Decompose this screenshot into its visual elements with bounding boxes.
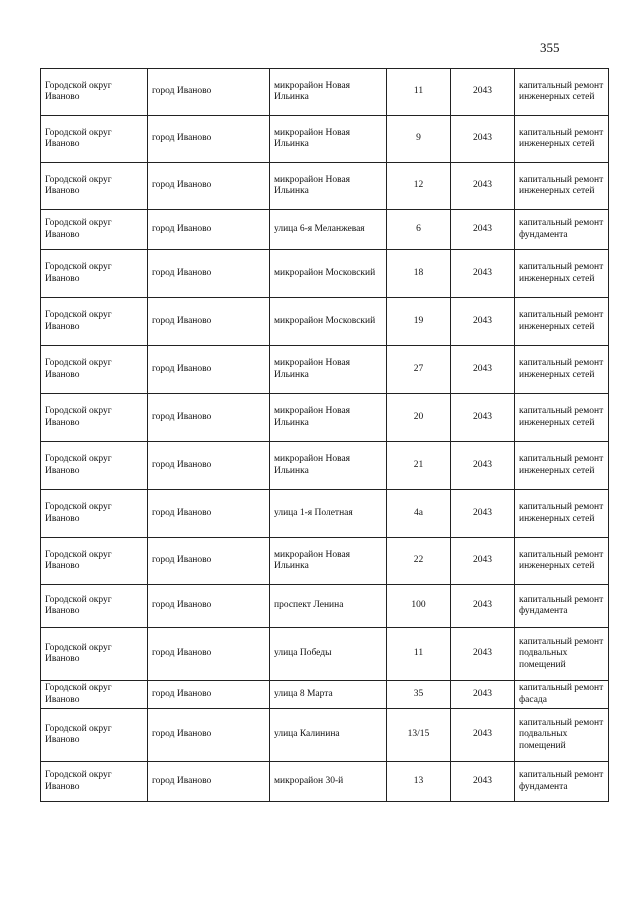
settlement-cell: город Иваново xyxy=(148,442,270,490)
table-row xyxy=(41,490,609,538)
settlement-cell: город Иваново xyxy=(148,346,270,394)
settlement-cell: город Иваново xyxy=(148,585,270,628)
year-cell: 2043 xyxy=(451,709,515,762)
house-number-cell: 22 xyxy=(387,538,451,585)
house-number-cell: 13/15 xyxy=(387,709,451,762)
house-number-cell: 9 xyxy=(387,116,451,163)
year-cell: 2043 xyxy=(451,585,515,628)
house-number-cell: 4а xyxy=(387,490,451,538)
table-row xyxy=(41,163,609,210)
work-type-cell: капитальный ремонт подвальных помещений xyxy=(515,709,609,762)
street-cell: микрорайон Новая Ильинка xyxy=(270,442,387,490)
street-cell: улица Калинина xyxy=(270,709,387,762)
settlement-cell: город Иваново xyxy=(148,628,270,681)
year-cell: 2043 xyxy=(451,210,515,250)
house-number-cell: 19 xyxy=(387,298,451,346)
table-row xyxy=(41,681,609,709)
settlement-cell: город Иваново xyxy=(148,394,270,442)
work-type-cell: капитальный ремонт фундамента xyxy=(515,762,609,802)
street-cell: микрорайон Новая Ильинка xyxy=(270,116,387,163)
year-cell: 2043 xyxy=(451,762,515,802)
table-row xyxy=(41,346,609,394)
municipal-district-cell: Городской округ Иваново xyxy=(41,298,148,346)
municipal-district-cell: Городской округ Иваново xyxy=(41,394,148,442)
year-cell: 2043 xyxy=(451,163,515,210)
work-type-cell: капитальный ремонт инженерных сетей xyxy=(515,298,609,346)
year-cell: 2043 xyxy=(451,628,515,681)
year-cell: 2043 xyxy=(451,298,515,346)
table-row xyxy=(41,709,609,762)
work-type-cell: капитальный ремонт фасада xyxy=(515,681,609,709)
year-cell: 2043 xyxy=(451,442,515,490)
settlement-cell: город Иваново xyxy=(148,490,270,538)
settlement-cell: город Иваново xyxy=(148,709,270,762)
settlement-cell: город Иваново xyxy=(148,69,270,116)
year-cell: 2043 xyxy=(451,538,515,585)
house-number-cell: 21 xyxy=(387,442,451,490)
settlement-cell: город Иваново xyxy=(148,538,270,585)
page-number: 355 xyxy=(540,40,560,55)
house-number-cell: 27 xyxy=(387,346,451,394)
work-type-cell: капитальный ремонт инженерных сетей xyxy=(515,116,609,163)
work-type-cell: капитальный ремонт инженерных сетей xyxy=(515,394,609,442)
municipal-district-cell: Городской округ Иваново xyxy=(41,538,148,585)
municipal-district-cell: Городской округ Иваново xyxy=(41,442,148,490)
work-type-cell: капитальный ремонт фундамента xyxy=(515,210,609,250)
municipal-district-cell: Городской округ Иваново xyxy=(41,585,148,628)
table-row xyxy=(41,762,609,802)
municipal-district-cell: Городской округ Иваново xyxy=(41,490,148,538)
work-type-cell: капитальный ремонт инженерных сетей xyxy=(515,490,609,538)
table-row xyxy=(41,585,609,628)
municipal-district-cell: Городской округ Иваново xyxy=(41,116,148,163)
year-cell: 2043 xyxy=(451,490,515,538)
house-number-cell: 11 xyxy=(387,69,451,116)
house-number-cell: 20 xyxy=(387,394,451,442)
municipal-district-cell: Городской округ Иваново xyxy=(41,762,148,802)
table-row xyxy=(41,442,609,490)
repair-schedule-table xyxy=(40,68,609,802)
house-number-cell: 6 xyxy=(387,210,451,250)
municipal-district-cell: Городской округ Иваново xyxy=(41,681,148,709)
street-cell: микрорайон Новая Ильинка xyxy=(270,69,387,116)
settlement-cell: город Иваново xyxy=(148,116,270,163)
table-row xyxy=(41,628,609,681)
street-cell: улица 8 Марта xyxy=(270,681,387,709)
street-cell: улица 1-я Полетная xyxy=(270,490,387,538)
street-cell: микрорайон Новая Ильинка xyxy=(270,346,387,394)
year-cell: 2043 xyxy=(451,346,515,394)
street-cell: проспект Ленина xyxy=(270,585,387,628)
house-number-cell: 18 xyxy=(387,250,451,298)
house-number-cell: 100 xyxy=(387,585,451,628)
work-type-cell: капитальный ремонт инженерных сетей xyxy=(515,250,609,298)
table-row xyxy=(41,538,609,585)
house-number-cell: 13 xyxy=(387,762,451,802)
settlement-cell: город Иваново xyxy=(148,163,270,210)
house-number-cell: 35 xyxy=(387,681,451,709)
municipal-district-cell: Городской округ Иваново xyxy=(41,210,148,250)
year-cell: 2043 xyxy=(451,394,515,442)
year-cell: 2043 xyxy=(451,250,515,298)
street-cell: микрорайон Московский xyxy=(270,298,387,346)
year-cell: 2043 xyxy=(451,116,515,163)
house-number-cell: 12 xyxy=(387,163,451,210)
municipal-district-cell: Городской округ Иваново xyxy=(41,69,148,116)
year-cell: 2043 xyxy=(451,69,515,116)
municipal-district-cell: Городской округ Иваново xyxy=(41,163,148,210)
work-type-cell: капитальный ремонт инженерных сетей xyxy=(515,163,609,210)
table-row xyxy=(41,250,609,298)
table-row xyxy=(41,298,609,346)
municipal-district-cell: Городской округ Иваново xyxy=(41,346,148,394)
municipal-district-cell: Городской округ Иваново xyxy=(41,709,148,762)
year-cell: 2043 xyxy=(451,681,515,709)
street-cell: микрорайон Новая Ильинка xyxy=(270,394,387,442)
work-type-cell: капитальный ремонт инженерных сетей xyxy=(515,69,609,116)
work-type-cell: капитальный ремонт инженерных сетей xyxy=(515,538,609,585)
settlement-cell: город Иваново xyxy=(148,762,270,802)
table-row xyxy=(41,69,609,116)
street-cell: микрорайон Новая Ильинка xyxy=(270,163,387,210)
table-row xyxy=(41,210,609,250)
work-type-cell: капитальный ремонт инженерных сетей xyxy=(515,346,609,394)
settlement-cell: город Иваново xyxy=(148,298,270,346)
settlement-cell: город Иваново xyxy=(148,681,270,709)
municipal-district-cell: Городской округ Иваново xyxy=(41,628,148,681)
street-cell: микрорайон 30-й xyxy=(270,762,387,802)
settlement-cell: город Иваново xyxy=(148,250,270,298)
table-row xyxy=(41,394,609,442)
work-type-cell: капитальный ремонт фундамента xyxy=(515,585,609,628)
work-type-cell: капитальный ремонт инженерных сетей xyxy=(515,442,609,490)
work-type-cell: капитальный ремонт подвальных помещений xyxy=(515,628,609,681)
settlement-cell: город Иваново xyxy=(148,210,270,250)
table-row xyxy=(41,116,609,163)
municipal-district-cell: Городской округ Иваново xyxy=(41,250,148,298)
house-number-cell: 11 xyxy=(387,628,451,681)
street-cell: улица Победы xyxy=(270,628,387,681)
street-cell: микрорайон Новая Ильинка xyxy=(270,538,387,585)
street-cell: улица 6-я Меланжевая xyxy=(270,210,387,250)
street-cell: микрорайон Московский xyxy=(270,250,387,298)
